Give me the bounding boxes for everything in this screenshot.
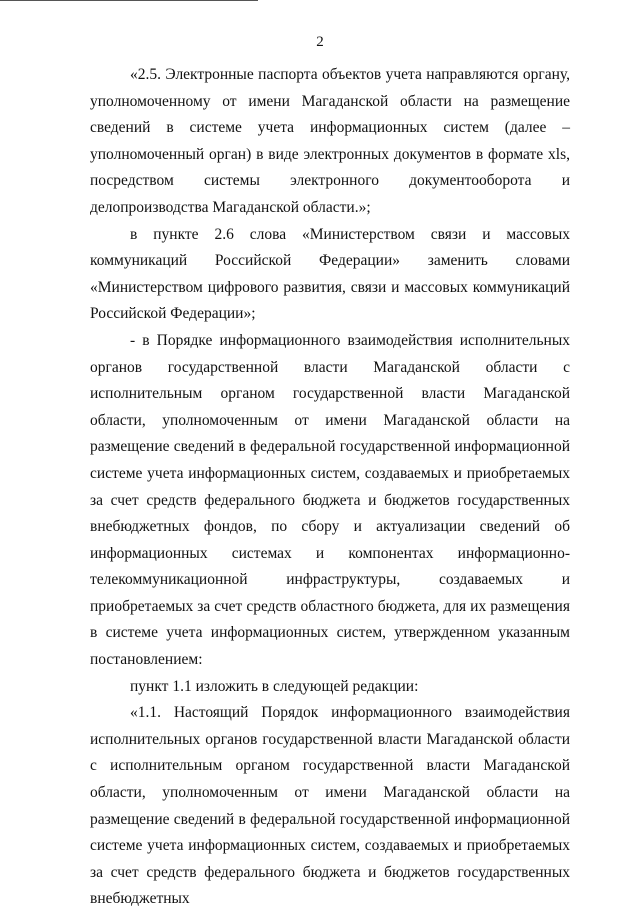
paragraph-1-1-new-wording-intro: пункт 1.1 изложить в следующей редакции: [130, 677, 419, 695]
page-number: 2 [316, 34, 324, 50]
paragraph-2-5-passports: «2.5. Электронные паспорта объектов учета направляются органу, уполномоченному от имени Магаданской области на размещение сведений в системе учета информационных систем (далее – уполномоченный орган) в виде электронных документов в формате xls, посредством системы электронного документооборота и делопроизводства Магаданской области.»; [90, 66, 570, 216]
paragraph-2-6-replacement: в пункте 2.6 слова «Министерством связи и массовых коммуникаций Российской Федерации» заменить словами «Министерством цифрового развития, связи и массовых коммуникаций Российской Федерации»; [90, 225, 570, 323]
document-body [90, 62, 570, 913]
paragraph-1-1-text: «1.1. Настоящий Порядок информационного взаимодействия исполнительных органов государственной власти Магаданской области с исполнительным органом государственной власти Магаданской области, уполномоченным от имени Магаданской области на размещение сведений в федеральной государственной информационной системе учета информационных систем, создаваемых и приобретаемых за счет средств федерального бюджета и бюджетов государственных внебюджетных [90, 704, 570, 908]
paragraph-interaction-order: - в Порядке информационного взаимодействия исполнительных органов государственной власти Магаданской области с исполнительным органом государственной власти Магаданской области, уполномоченным от имени Магаданской области на размещение сведений в федеральной государственной информационной системе учета информационных систем, создаваемых и приобретаемых за счет средств федерального бюджета и бюджетов государственных внебюджетных фондов, по сбору и актуализации сведений об информационных системах и компонентах информационно-телекоммуникационной инфраструктуры, создаваемых и приобретаемых за счет средств областного бюджета, для их размещения в системе учета информационных систем, утвержденном указанным постановлением: [90, 331, 570, 669]
top-rule [0, 0, 258, 1]
